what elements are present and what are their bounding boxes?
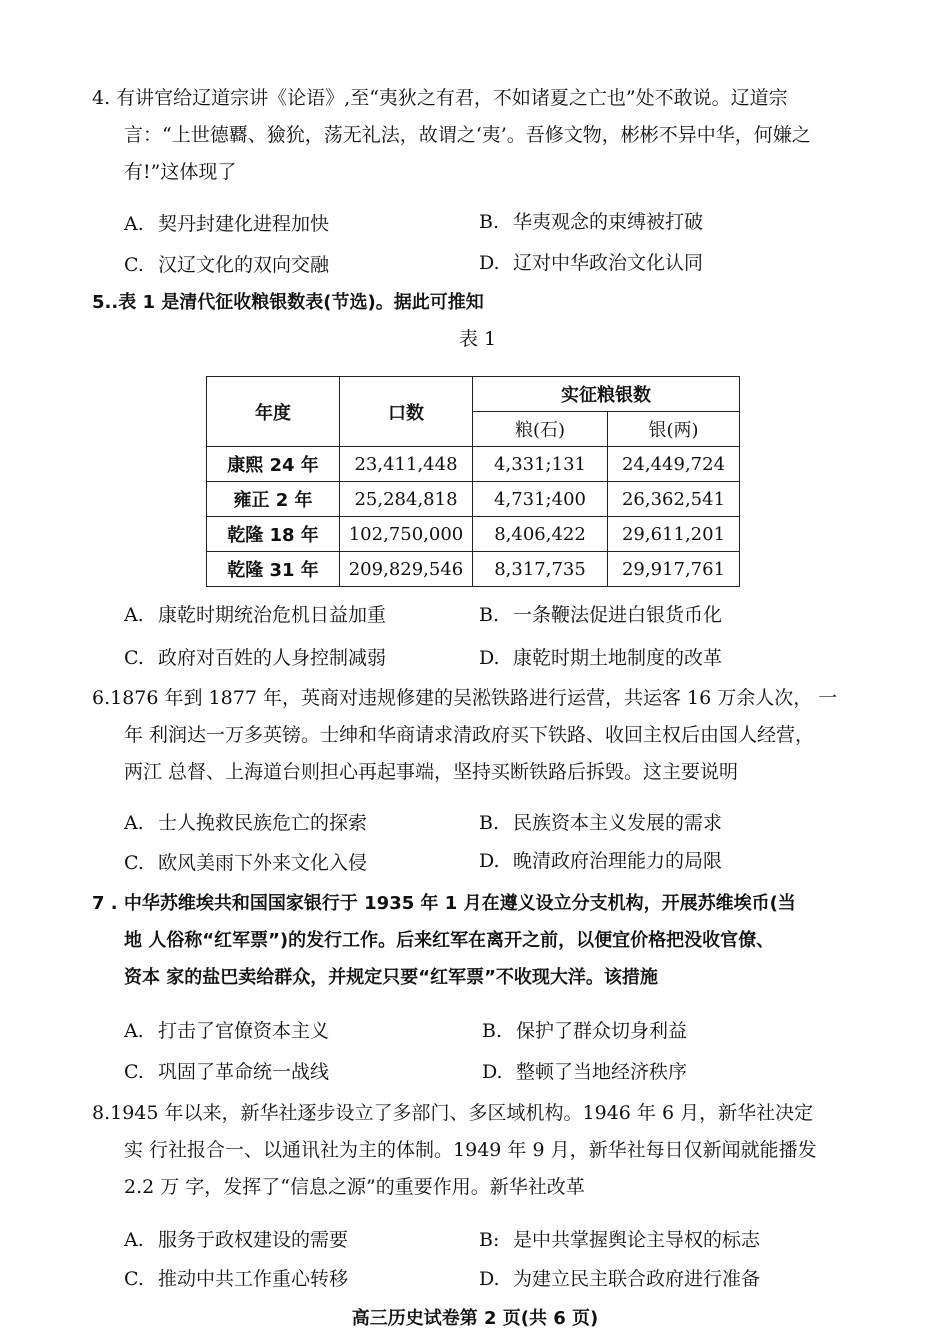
q7-option-d[interactable]: D. 整顿了当地经济秩序	[482, 1061, 688, 1083]
q8-option-b[interactable]: B: 是中共掌握舆论主导权的标志	[479, 1229, 761, 1251]
q8-line-1: 8.1945 年以来，新华社逐步设立了多部门、多区域机构。1946 年 6 月，新华社决定	[92, 1102, 814, 1124]
question-4	[92, 80, 862, 191]
q5-option-a[interactable]: A. 康乾时期统治危机日益加重	[124, 604, 387, 626]
q6-line-3: 两江 总督、上海道台则担心再起事端，坚持买断铁路后拆毁。这主要说明	[124, 761, 739, 783]
q4-line-1: 4. 有讲官给辽道宗讲《论语》,至“夷狄之有君，不如诸夏之亡也”处不敢说。辽道宗	[92, 87, 788, 109]
table-caption: 表 1	[459, 328, 497, 350]
question-5	[92, 284, 862, 321]
q4-option-b[interactable]: B. 华夷观念的束缚被打破	[479, 211, 704, 233]
q7-line-3: 资本 家的盐巴卖给群众，并规定只要“红军票”不收现大洋。该措施	[124, 967, 658, 988]
header-silver: 银(两)	[608, 412, 740, 447]
q4-option-d[interactable]: D. 辽对中华政治文化认同	[479, 252, 704, 274]
question-8	[92, 1095, 862, 1206]
table-row: 雍正 2 年 25,284,818 4,731;400 26,362,541	[207, 482, 740, 517]
question-7	[92, 885, 862, 996]
q5-option-c[interactable]: C. 政府对百姓的人身控制减弱	[124, 647, 387, 669]
q4-line-3: 有!”这体现了	[124, 161, 237, 183]
header-year: 年度	[207, 377, 340, 447]
grain-silver-table	[206, 376, 740, 587]
q7-option-a[interactable]: A. 打击了官僚资本主义	[124, 1020, 330, 1042]
q7-line-1: 7 . 中华苏维埃共和国国家银行于 1935 年 1 月在遵义设立分支机构，开展苏维埃币(当	[92, 893, 796, 914]
question-6	[92, 680, 862, 791]
q8-option-d[interactable]: D. 为建立民主联合政府进行准备	[479, 1268, 761, 1290]
header-grain: 粮(石)	[473, 412, 608, 447]
q5-option-d[interactable]: D. 康乾时期土地制度的改革	[479, 647, 723, 669]
q8-line-2: 实 行社报合一、以通讯社为主的体制。1949 年 9 月，新华社每日仅新闻就能播发	[124, 1139, 817, 1161]
q7-line-2: 地 人俗称“红军票”)的发行工作。后来红军在离开之前，以便宜价格把没收官僚、	[124, 930, 775, 951]
q7-option-b[interactable]: B. 保护了群众切身利益	[482, 1020, 688, 1042]
q8-line-3: 2.2 万 字，发挥了“信息之源”的重要作用。新华社改革	[124, 1176, 585, 1198]
q6-option-c[interactable]: C. 欧风美雨下外来文化入侵	[124, 852, 368, 874]
table-row: 康熙 24 年 23,411,448 4,331;131 24,449,724	[207, 447, 740, 482]
q5-option-b[interactable]: B. 一条鞭法促进白银货币化	[479, 604, 723, 626]
q6-option-b[interactable]: B. 民族资本主义发展的需求	[479, 812, 723, 834]
q8-option-a[interactable]: A. 服务于政权建设的需要	[124, 1229, 349, 1251]
header-population: 口数	[340, 377, 473, 447]
q4-line-2: 言：“上世德覉、獫狁，荡无礼法，故谓之‘夷’。吾修文物，彬彬不异中华，何嫌之	[124, 124, 811, 146]
header-levy: 实征粮银数	[473, 377, 740, 412]
q7-option-c[interactable]: C. 巩固了革命统一战线	[124, 1061, 330, 1083]
q4-option-a[interactable]: A. 契丹封建化进程加快	[124, 213, 330, 235]
q8-option-c[interactable]: C. 推动中共工作重心转移	[124, 1268, 349, 1290]
q6-line-2: 年 利润达一万多英镑。士绅和华商请求清政府买下铁路、收回主权后由国人经营，	[124, 724, 815, 746]
table-row: 乾隆 31 年 209,829,546 8,317,735 29,917,761	[207, 552, 740, 587]
q4-option-c[interactable]: C. 汉辽文化的双向交融	[124, 254, 330, 276]
table-row: 乾隆 18 年 102,750,000 8,406,422 29,611,201	[207, 517, 740, 552]
q6-line-1: 6.1876 年到 1877 年，英商对违规修建的吴淞铁路进行运营，共运客 16 万余人次， 一	[92, 687, 838, 709]
q6-option-d[interactable]: D. 晚清政府治理能力的局限	[479, 850, 723, 872]
page-footer: 高三历史试卷第 2 页(共 6 页)	[351, 1308, 599, 1329]
q5-stem: 5..表 1 是清代征收粮银数表(节选)。据此可推知	[92, 292, 484, 313]
q6-option-a[interactable]: A. 士人挽救民族危亡的探索	[124, 812, 368, 834]
